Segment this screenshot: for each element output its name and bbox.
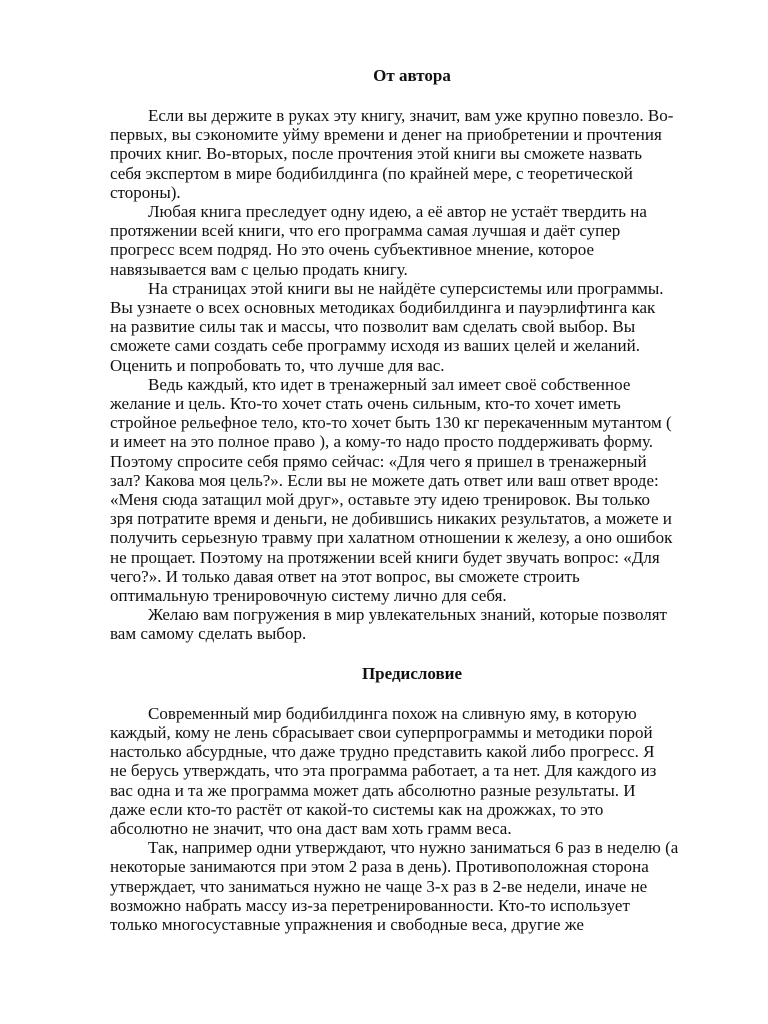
paragraph-line: чего?». И только давая ответ на этот вопрос, вы сможете строить [110,566,580,586]
paragraph-line: оптимальную тренировочную систему лично для себя. [110,586,507,606]
paragraph-line: вам самому сделать выбор. [110,624,307,644]
paragraph-line: вас одна и та же программа может дать абсолютно разные результаты. И [110,780,636,800]
section-body-from-author [110,106,714,644]
paragraph-line: не берусь утверждать, что эта программа работает, а та нет. Для каждого из [110,761,657,781]
paragraph-line: утверждает, что заниматься нужно не чаще 3-х раз в 2-ве недели, иначе не [110,876,648,896]
paragraph [110,202,714,279]
paragraph-line: Желаю вам погружения в мир увлекательных знаний, которые позволят [148,605,667,625]
paragraph-line: Поэтому спросите себя прямо сейчас: «Для чего я пришел в тренажерный [110,451,647,471]
paragraph-line: каждый, кому не лень сбрасывает свои суперпрограммы и методики порой [110,722,653,742]
paragraph-line: только многосуставные упражнения и свободные веса, другие же [110,914,584,934]
paragraph-line: Оценить и попробовать то, что лучше для вас. [110,355,445,375]
paragraph-line: получить серьезную травму при халатном отношении к железу, а оно ошибок [110,528,673,548]
paragraph-line: желание и цель. Кто-то хочет стать очень сильным, кто-то хочет иметь [110,394,621,414]
paragraph-line: Если вы держите в руках эту книгу, значит, вам уже крупно повезло. Во- [148,106,674,125]
paragraph-line: Современный мир бодибилдинга похож на сливную яму, в которую [148,703,637,723]
paragraph [110,704,714,838]
paragraph [110,375,714,605]
paragraph-line: стройное рельефное тело, кто-то хочет быть 130 кг перекаченным мутантом ( [110,413,672,433]
document-page [110,66,714,934]
paragraph-line: навязывается вам с целью продать книгу. [110,259,408,279]
paragraph-line: прочих книг. Во-вторых, после прочтения этой книги вы сможете назвать [110,144,643,164]
paragraph-line: первых, вы сэкономите уйму времени и денег на приобретении и прочтения [110,125,662,145]
paragraph-line: себя экспертом в мире бодибилдинга (по крайней мере, с теоретической [110,163,633,183]
paragraph-line: протяжении всей книги, что его программа самая лучшая и даёт супер [110,221,621,241]
paragraph-line: даже если кто-то растёт от какой-то системы как на дрожжах, то это [110,799,604,819]
section-body-preface [110,704,714,934]
section-title-from-author: От автора [373,66,451,85]
paragraph-line: Ведь каждый, кто идет в тренажерный зал имеет своё собственное [148,374,631,394]
paragraph [110,605,714,643]
paragraph-line: возможно набрать массу из-за перетренированности. Кто-то использует [110,895,630,915]
paragraph-line: зал? Какова моя цель?». Если вы не можете дать ответ или ваш ответ вроде: [110,470,659,490]
paragraph [110,106,714,202]
paragraph-line: сможете сами создать себе программу исходя из ваших целей и желаний. [110,336,640,356]
paragraph-line: стороны). [110,182,181,202]
paragraph-line: Вы узнаете о всех основных методиках бодибилдинга и пауэрлифтинга как [110,298,656,318]
paragraph-line: и имеет на это полное право ), а кому-то надо просто поддерживать форму. [110,432,654,452]
paragraph-line: На страницах этой книги вы не найдёте суперсистемы или программы. [148,278,664,298]
paragraph-line: Так, например одни утверждают, что нужно заниматься 6 раз в неделю (а [148,838,679,858]
paragraph-line: «Меня сюда затащил мой друг», оставьте эту идею тренировок. Вы только [110,490,651,510]
paragraph-line: некоторые занимаются при этом 2 раза в день). Противоположная сторона [110,857,649,877]
paragraph-line: прогресс всем подряд. Но это очень субъективное мнение, которое [110,240,594,260]
paragraph-line: Любая книга преследует одну идею, а её автор не устаёт твердить на [148,202,647,222]
paragraph-line: настолько абсурдные, что даже трудно представить какой либо прогресс. Я [110,742,655,762]
section-title-preface: Предисловие [361,663,463,683]
paragraph [110,838,714,934]
paragraph [110,279,714,375]
paragraph-line: не прощает. Поэтому на протяжении всей книги будет звучать вопрос: «Для [110,547,660,567]
paragraph-line: на развитие силы так и массы, что позволит вам сделать свой выбор. Вы [110,317,636,337]
paragraph-line: зря потратите время и деньги, не добившись никаких результатов, а можете и [110,509,672,529]
paragraph-line: абсолютно не значит, что она даст вам хоть грамм веса. [110,818,512,838]
